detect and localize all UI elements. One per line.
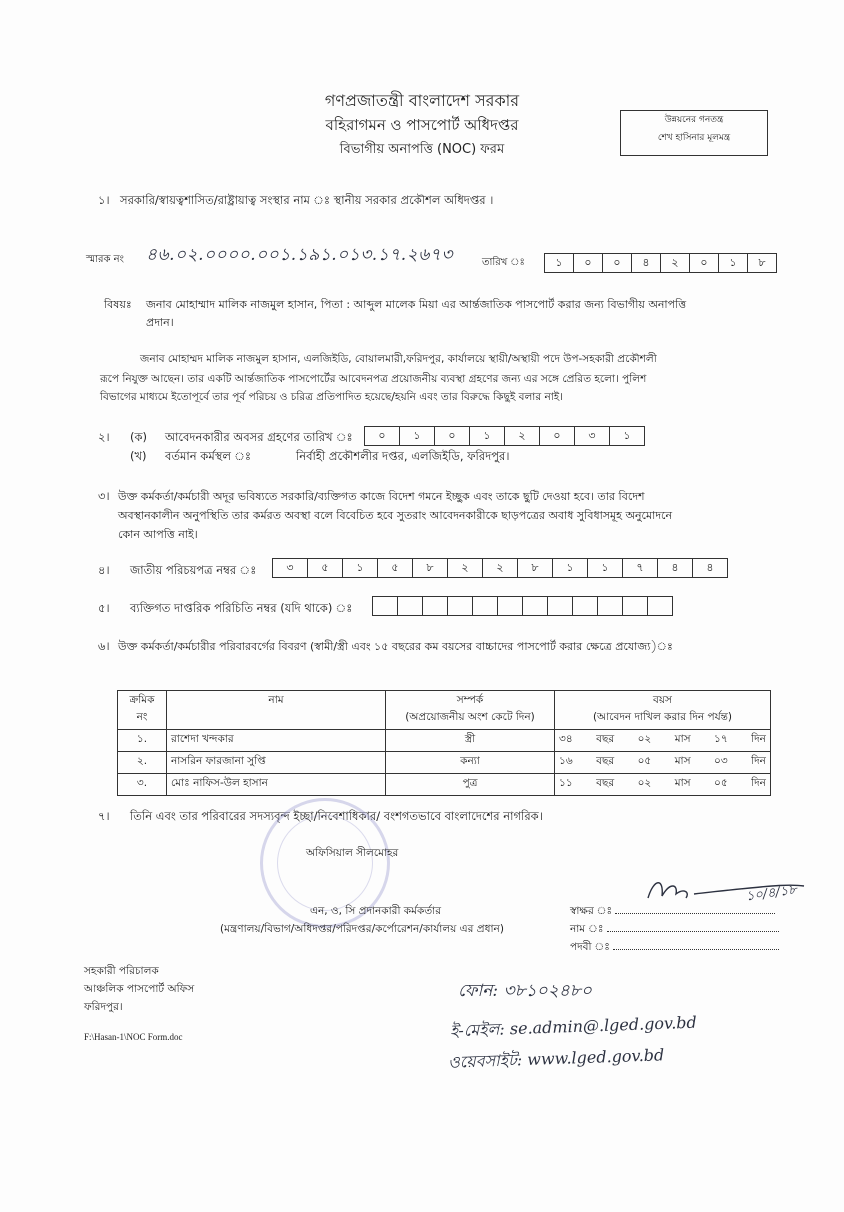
age-days: ০৫ [714,777,728,789]
digit-box [598,597,623,615]
digit-box: ৮ [758,256,766,269]
personal-id-boxes [372,596,673,616]
digit-box: ৩ [575,427,610,445]
cell-relation: পুত্র [386,774,555,796]
age-days: ০৩ [714,755,728,767]
table-header-row [118,691,771,730]
current-workplace-value: নির্বাহী প্রকৌশলীর দপ্তর, এলজিইডি, ফরিদপুর। [296,449,510,463]
cell-relation: স্ত্রী [386,730,555,752]
digit-box: ৭ [623,559,658,577]
unit-month: মাস [674,777,691,789]
recipient-line-2: আঞ্চলিক পাসপোর্ট অফিস [84,983,195,995]
cell-age [555,774,771,796]
digit-box: ০ [540,427,575,445]
body-line-2: রূপে নিযুক্ত আছেন। তার একটি আর্ন্তজাতিক পাসপোর্টের আবেদনপত্র প্রয়োজনীয় ব্যবস্থা গ্রহণের জন্য এর সঙ্গে প্রেরিত হলো। পুলিশ [100,373,647,385]
digit-box: ২ [505,427,540,445]
cell-relation: কন্যা [386,752,555,774]
header-name: নাম [167,691,386,730]
unit-day: দিন [751,755,766,767]
digit-box: ৪ [658,559,693,577]
recipient-line-1: সহকারী পরিচালক [84,965,159,977]
digit-box: ৫ [308,559,343,577]
digit-box: ০ [603,254,632,272]
header-age-1: বয়স [653,694,672,706]
retirement-date-boxes [364,426,645,446]
memo-number: ৪৬.০২.০০০০.০০১.১৯১.০১৩.১৭.২৬৭৩ [146,245,453,265]
header-serial-1: ক্রমিক [129,694,155,706]
digit-box [573,597,598,615]
digit-box [448,597,473,615]
handwritten-website: ওয়েবসাইট: www.lged.gov.bd [447,1045,665,1072]
item-1-number: ১। [98,193,110,207]
cell-serial: ৩. [118,774,167,796]
memo-date-boxes [544,253,777,273]
name-label: নাম ঃ [570,923,604,935]
signature-line [615,913,775,914]
header-serial-2: নং [136,711,148,723]
body-line-1: জনাব মোহাম্মদ মালিক নাজমুল হাসান, এলজিইডি, বোয়ালমারী,ফরিদপুর, কার্যালয়ে স্থায়ী/অস্থায়ী পদে উপ-সহকারী প্রকৌশলী [140,353,657,365]
item-7-number: ৭। [98,809,110,823]
header-relation-1: সম্পর্ক [456,694,484,706]
personal-id-label: ব্যক্তিগত দাপ্তরিক পরিচিতি নম্বর (যদি থাকে) ঃ [130,601,353,615]
header-department: বহিরাগমন ও পাসপোর্ট অধিদপ্তর [325,116,519,134]
designation-label: পদবী ঃ [570,941,610,953]
family-table [117,690,771,796]
item-2b-label: (খ) [130,449,147,463]
digit-box [498,597,523,615]
age-months: ০২ [637,777,652,789]
digit-box: ৮ [413,559,448,577]
cell-age [555,752,771,774]
file-path: F:\Hasan-1\NOC Form.doc [84,1032,183,1042]
age-years: ১১ [559,777,573,789]
digit-box [373,597,398,615]
digit-box: ১ [588,559,623,577]
item-2-number: ২। [98,430,110,444]
unit-year: বছর [596,755,615,767]
digit-box: ৮ [518,559,553,577]
digit-box [523,597,548,615]
unit-year: বছর [596,733,615,745]
age-years: ৩৪ [559,733,573,745]
digit-box: ১ [553,559,588,577]
digit-box: ১ [470,427,505,445]
digit-box: ০ [690,254,719,272]
official-seal-label: অফিসিয়াল সীলমোহর [306,847,399,859]
motto-line-1: উন্নয়নের গনতন্ত্র [664,115,724,125]
nid-label: জাতীয় পরিচয়পত্র নম্বর ঃ [130,563,257,577]
unit-month: মাস [674,755,691,767]
item-3-line-2: অবস্থানকালীন অনুপস্থিতি তার কর্মরত অবস্থা বলে বিবেচিত হবে সুতরাং আবেদনকারীকে ছাড়পত্রের অবাধ সুবিধাসমূহ অনুমোদনে [118,509,673,522]
item-5-number: ৫। [98,601,110,615]
family-description-label: উক্ত কর্মকর্তা/কর্মচারীর পরিবারবর্গের বিবরণ (স্বামী/স্ত্রী এবং ১৫ বছরের কম বয়সের বাচ্চাদের পাসপোর্ট করার ক্ষেত্রে প্রযোজ্য)ঃ [118,640,673,653]
subject-label: বিষয়ঃ [104,298,132,311]
designation-row [570,940,779,957]
unit-year: বছর [596,777,615,789]
digit-box: ০ [435,427,470,445]
digit-box: ০ [574,254,603,272]
unit-month: মাস [674,733,691,745]
digit-box: ২ [483,559,518,577]
table-row [118,730,771,752]
cell-serial: ২. [118,752,167,774]
date-label: তারিখ ঃ [482,257,525,268]
handwritten-email: ই-মেইল: se.admin@.lged.gov.bd [449,1012,698,1041]
header-relation [386,691,555,730]
cell-serial: ১. [118,730,167,752]
header-government: গণপ্রজাতন্ত্রী বাংলাদেশ সরকার [324,91,520,110]
designation-line [613,949,779,950]
age-months: ০২ [637,733,652,745]
handwritten-phone: ফোন: ৩৮১০২৪৮০ [458,981,592,1001]
digit-box: ২ [448,559,483,577]
motto-box [620,110,768,156]
digit-box [548,597,573,615]
item-3-line-1: উক্ত কর্মকর্তা/কর্মচারী অদূর ভবিষ্যতে সরকারি/ব্যক্তিগত কাজে বিদেশ গমনে ইচ্ছুক এবং তাকে ছুটি দেওয়া হবে। তার বিদেশ [118,490,645,503]
signature-label: স্বাক্ষর ঃ [570,905,613,917]
digit-box: ০ [365,427,400,445]
subject-line-2: প্রদান। [146,316,174,329]
digit-box [648,597,672,615]
cell-age [555,730,771,752]
age-days: ১৭ [714,733,728,745]
item-6-number: ৬। [98,639,110,653]
unit-day: দিন [751,777,766,789]
officer-title-line-2: (মন্ত্রণালয়/বিভাগ/অধিদপ্তর/পরিদপ্তর/কর্পোরেশন/কার্যালয় এর প্রধান) [220,923,504,935]
digit-box [623,597,648,615]
officer-title-line-1: এন, ও, সি প্রদানকারী কর্মকর্তার [310,905,442,917]
digit-box: ৫ [378,559,413,577]
retirement-date-label: আবেদনকারীর অবসর গ্রহণের তারিখ ঃ [165,430,353,444]
digit-box [423,597,448,615]
table-row [118,774,771,796]
digit-box: ২ [661,254,690,272]
digit-box: ৪ [632,254,661,272]
cell-name: নাসরিন ফারজানা সুপ্তি [167,752,386,774]
digit-box: ১ [400,427,435,445]
header-age [555,691,771,730]
signature-date: ১০/৪/১৮ [745,882,798,905]
digit-box: ১ [545,254,574,272]
digit-box: ৩ [273,559,308,577]
digit-box: ১ [343,559,378,577]
digit-box: ৪ [706,561,714,574]
digit-box [398,597,423,615]
cell-name: মোঃ নাফিস-উল হাসান [167,774,386,796]
digit-box: ১ [623,429,631,442]
name-line [607,931,779,932]
name-row [570,922,779,939]
subject-line-1: জনাব মোহাম্মাদ মালিক নাজমুল হাসান, পিতা : আব্দুল মালেক মিয়া এর আর্ন্তজাতিক পাসপোর্ট করার জন্য বিভাগীয় অনাপত্তি [146,298,687,311]
citizenship-statement: তিনি এবং তার পরিবারের সদস্যবৃন্দ ইচ্ছা/নিবেশাধিকার/ বংশগতভাবে বাংলাদেশের নাগরিক। [130,809,543,823]
table-row [118,752,771,774]
item-4-number: ৪। [98,563,110,577]
digit-box: ১ [719,254,748,272]
age-months: ০৫ [637,755,652,767]
cell-name: রাশেদা খন্দকার [167,730,386,752]
memo-label: স্মারক নং [86,254,124,265]
header-relation-2: (অপ্রয়োজনীয় অংশ কেটে দিন) [405,711,535,723]
header-serial [118,691,167,730]
motto-line-2: শেখ হাসিনার মূলমন্ত্র [657,133,731,143]
current-workplace-label: বর্তমান কর্মস্থল ঃ [165,449,251,463]
recipient-line-3: ফরিদপুর। [84,1001,123,1013]
header-age-2: (আবেদন দাখিল করার দিন পর্যন্ত) [592,711,733,723]
age-years: ১৬ [559,755,573,767]
organization-name: সরকারি/স্বায়ত্বশাসিত/রাষ্ট্রায়াত্ব সংস্থার নাম ঃ স্থানীয় সরকার প্রকৌশল অধিদপ্তর । [120,193,494,207]
digit-box [473,597,498,615]
unit-day: দিন [751,733,766,745]
item-3-line-3: কোন আপত্তি নাই। [118,528,198,541]
body-line-3: বিভাগের মাধ্যমে ইতোপূর্বে তার পূর্ব পরিচয় ও চরিত্র প্রতিপাদিত হয়েছে/হয়নি এবং তার বিরুদ্ধে কিছুই বলার নাই। [100,391,563,403]
header-form-title: বিভাগীয় অনাপত্তি (NOC) ফরম [339,142,505,157]
item-2a-label: (ক) [130,430,148,444]
item-3-number: ৩। [98,489,110,503]
nid-boxes [272,558,728,578]
